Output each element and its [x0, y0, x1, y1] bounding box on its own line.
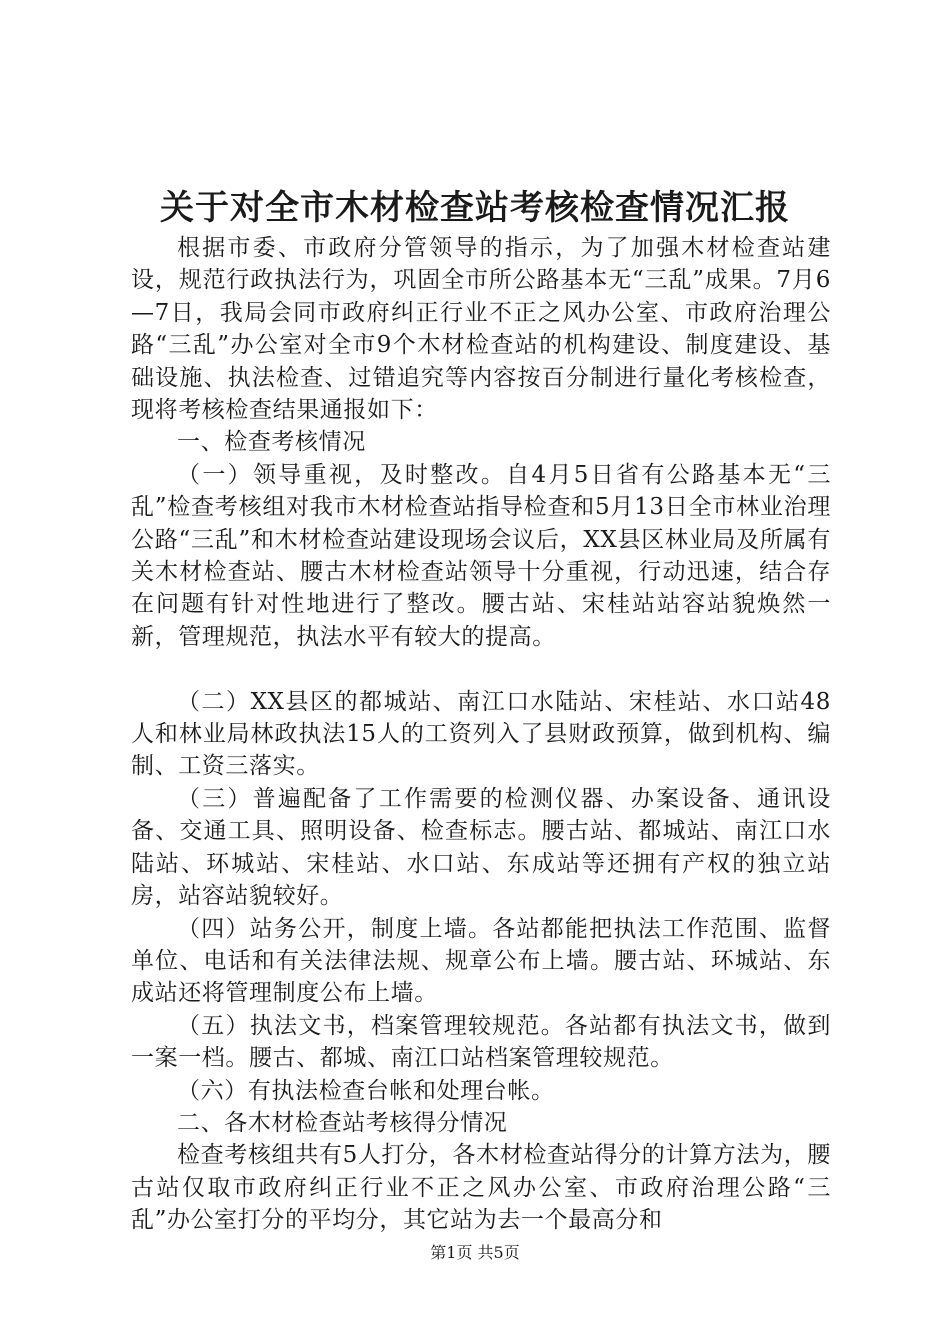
paragraph-intro: 根据市委、市政府分管领导的指示，为了加强木材检查站建设，规范行政执法行为，巩固全市所公路基本无“三乱”成果。7月6—7日，我局会同市政府纠正行业不正之风办公室、市政府治理公路“三乱”办公室对全市9个木材检查站的机构建设、制度建设、基础设施、执法检查、过错追究等内容按百分制进行量化考核检查，现将考核检查结果通报如下：: [131, 235, 831, 424]
document-body: [131, 232, 831, 1237]
paragraph-item-1: （一）领导重视，及时整改。自4月5日省有公路基本无“三乱”检查考核组对我市木材检查站指导检查和5月13日全市林业治理公路“三乱”和木材检查站建设现场会议后，XX县区林业局及所属有关木材检查站、腰古木材检查站领导十分重视，行动迅速，结合存在问题有针对性地进行了整改。腰古站、宋桂站站容站貌焕然一新，管理规范，执法水平有较大的提高。: [131, 461, 831, 650]
section-heading-1: 一、检查考核情况: [177, 429, 366, 456]
document-title: 关于对全市木材检查站考核检查情况汇报: [160, 188, 790, 228]
paragraph-item-5: （五）执法文书，档案管理较规范。各站都有执法文书，做到一案一档。腰古、都城、南江口站档案管理较规范。: [131, 1012, 831, 1072]
blank-line: [131, 653, 831, 685]
paragraph-item-2: （二）XX县区的都城站、南江口水陆站、宋桂站、水口站48人和林业局林政执法15人的工资列入了县财政预算，做到机构、编制、工资三落实。: [131, 688, 831, 780]
page-footer: 第1页 共5页: [430, 1243, 520, 1262]
paragraph-scoring: 检查考核组共有5人打分，各木材检查站得分的计算方法为，腰古站仅取市政府纠正行业不正之风办公室、市政府治理公路“三乱”办公室打分的平均分，其它站为去一个最高分和: [131, 1142, 831, 1234]
paragraph-item-6: （六）有执法检查台帐和处理台帐。: [177, 1077, 555, 1104]
paragraph-item-4: （四）站务公开，制度上墙。各站都能把执法工作范围、监督单位、电话和有关法律法规、规章公布上墙。腰古站、环城站、东成站还将管理制度公布上墙。: [131, 915, 831, 1007]
section-heading-2: 二、各木材检查站考核得分情况: [177, 1109, 508, 1136]
paragraph-item-3: （三）普遍配备了工作需要的检测仪器、办案设备、通讯设备、交通工具、照明设备、检查标志。腰古站、都城站、南江口水陆站、环城站、宋桂站、水口站、东成站等还拥有产权的独立站房，站容站貌较好。: [131, 785, 831, 910]
